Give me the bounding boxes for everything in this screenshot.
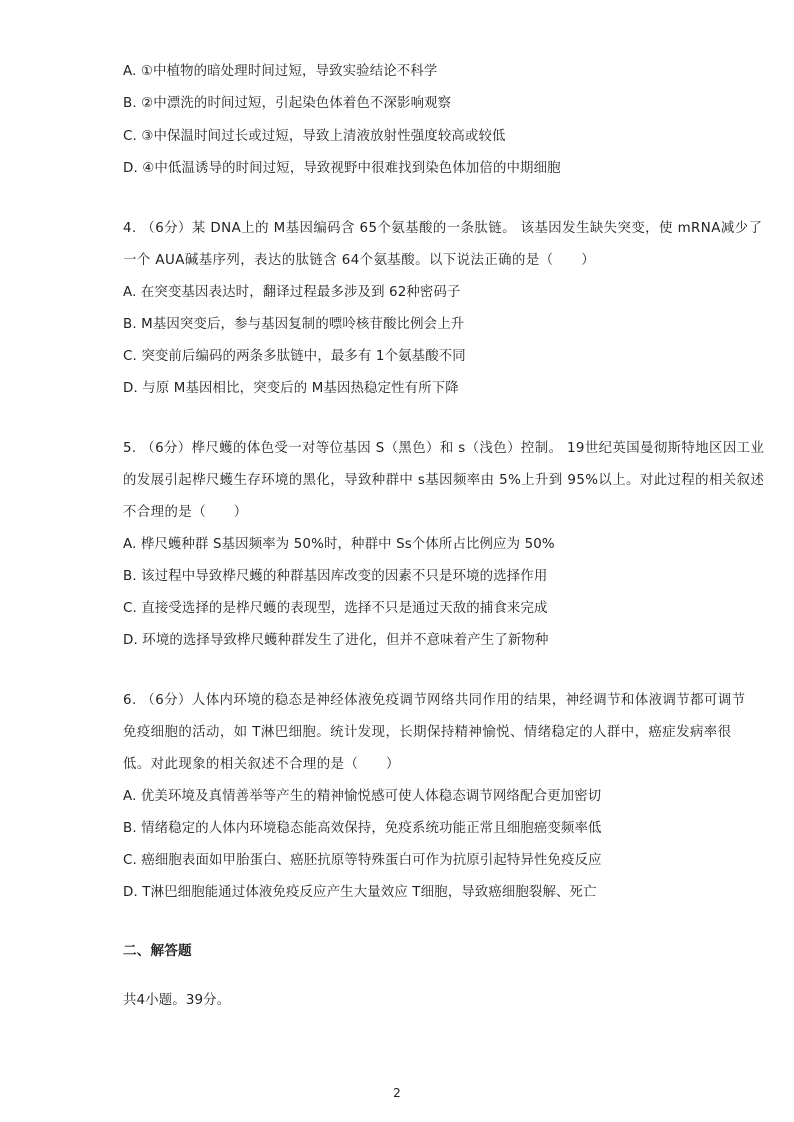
q5-option-b: B. 该过程中导致桦尺蠖的种群基因库改变的因素不只是环境的选择作用 (123, 569, 548, 584)
q3-option-d: D. ④中低温诱导的时间过短，导致视野中很难找到染色体加倍的中期细胞 (123, 161, 561, 176)
q6-option-a: A. 优美环境及真情善举等产生的精神愉悦感可使人体稳态调节网络配合更加密切 (123, 789, 602, 804)
q3-option-a: A. ①中植物的暗处理时间过短，导致实验结论不科学 (123, 64, 438, 79)
q6-stem-line-3: 低。对此现象的相关叙述不合理的是（ ） (123, 757, 400, 772)
q3-option-b: B. ②中漂洗的时间过短，引起染色体着色不深影响观察 (123, 96, 452, 111)
q4-option-b: B. M基因突变后，参与基因复制的嘌呤核苷酸比例会上升 (123, 317, 465, 332)
q5-option-a: A. 桦尺蠖种群 S基因频率为 50%时，种群中 Ss个体所占比例应为 50% (123, 537, 555, 552)
page-number: 2 (393, 1086, 401, 1100)
q4-option-c: C. 突变前后编码的两条多肽链中，最多有 1个氨基酸不同 (123, 349, 466, 364)
q5-stem-line-2: 的发展引起桦尺蠖生存环境的黑化，导致种群中 s基因频率由 5%上升到 95%以上。对此过程的相关叙述 (123, 473, 765, 488)
q6-stem-line-1: 6. （6分）人体内环境的稳态是神经体液免疫调节网络共同作用的结果，神经调节和体液调节都可调节 (123, 693, 746, 708)
q4-option-d: D. 与原 M基因相比，突变后的 M基因热稳定性有所下降 (123, 381, 459, 396)
q6-stem-line-2: 免疫细胞的活动，如 T淋巴细胞。统计发现，长期保持精神愉悦、情绪稳定的人群中，癌症发病率很 (123, 725, 732, 740)
q6-option-c: C. 癌细胞表面如甲胎蛋白、癌胚抗原等特殊蛋白可作为抗原引起特异性免疫反应 (123, 853, 602, 868)
q5-option-d: D. 环境的选择导致桦尺蠖种群发生了进化，但并不意味着产生了新物种 (123, 633, 549, 648)
q4-stem-line-1: 4. （6分）某 DNA上的 M基因编码含 65个氨基酸的一条肽链。 该基因发生缺失突变，使 mRNA减少了 (123, 221, 763, 236)
q5-option-c: C. 直接受选择的是桦尺蠖的表现型，选择不只是通过天敌的捕食来完成 (123, 601, 548, 616)
section-heading: 二、解答题 (123, 943, 192, 959)
q4-option-a: A. 在突变基因表达时，翻译过程最多涉及到 62种密码子 (123, 285, 461, 300)
q5-stem-line-1: 5. （6分）桦尺蠖的体色受一对等位基因 S（黑色）和 s（浅色）控制。 19世纪英国曼彻斯特地区因工业 (123, 441, 765, 456)
q3-option-c: C. ③中保温时间过长或过短，导致上清液放射性强度较高或较低 (123, 129, 506, 144)
section-summary: 共4小题。39分。 (123, 993, 231, 1008)
q6-option-d: D. T淋巴细胞能通过体液免疫反应产生大量效应 T细胞，导致癌细胞裂解、死亡 (123, 885, 597, 900)
q4-stem-line-2: 一个 AUA碱基序列，表达的肽链含 64个氨基酸。以下说法正确的是（ ） (123, 253, 596, 268)
q6-option-b: B. 情绪稳定的人体内环境稳态能高效保持，免疫系统功能正常且细胞癌变频率低 (123, 821, 602, 836)
q5-stem-line-3: 不合理的是（ ） (123, 505, 248, 520)
